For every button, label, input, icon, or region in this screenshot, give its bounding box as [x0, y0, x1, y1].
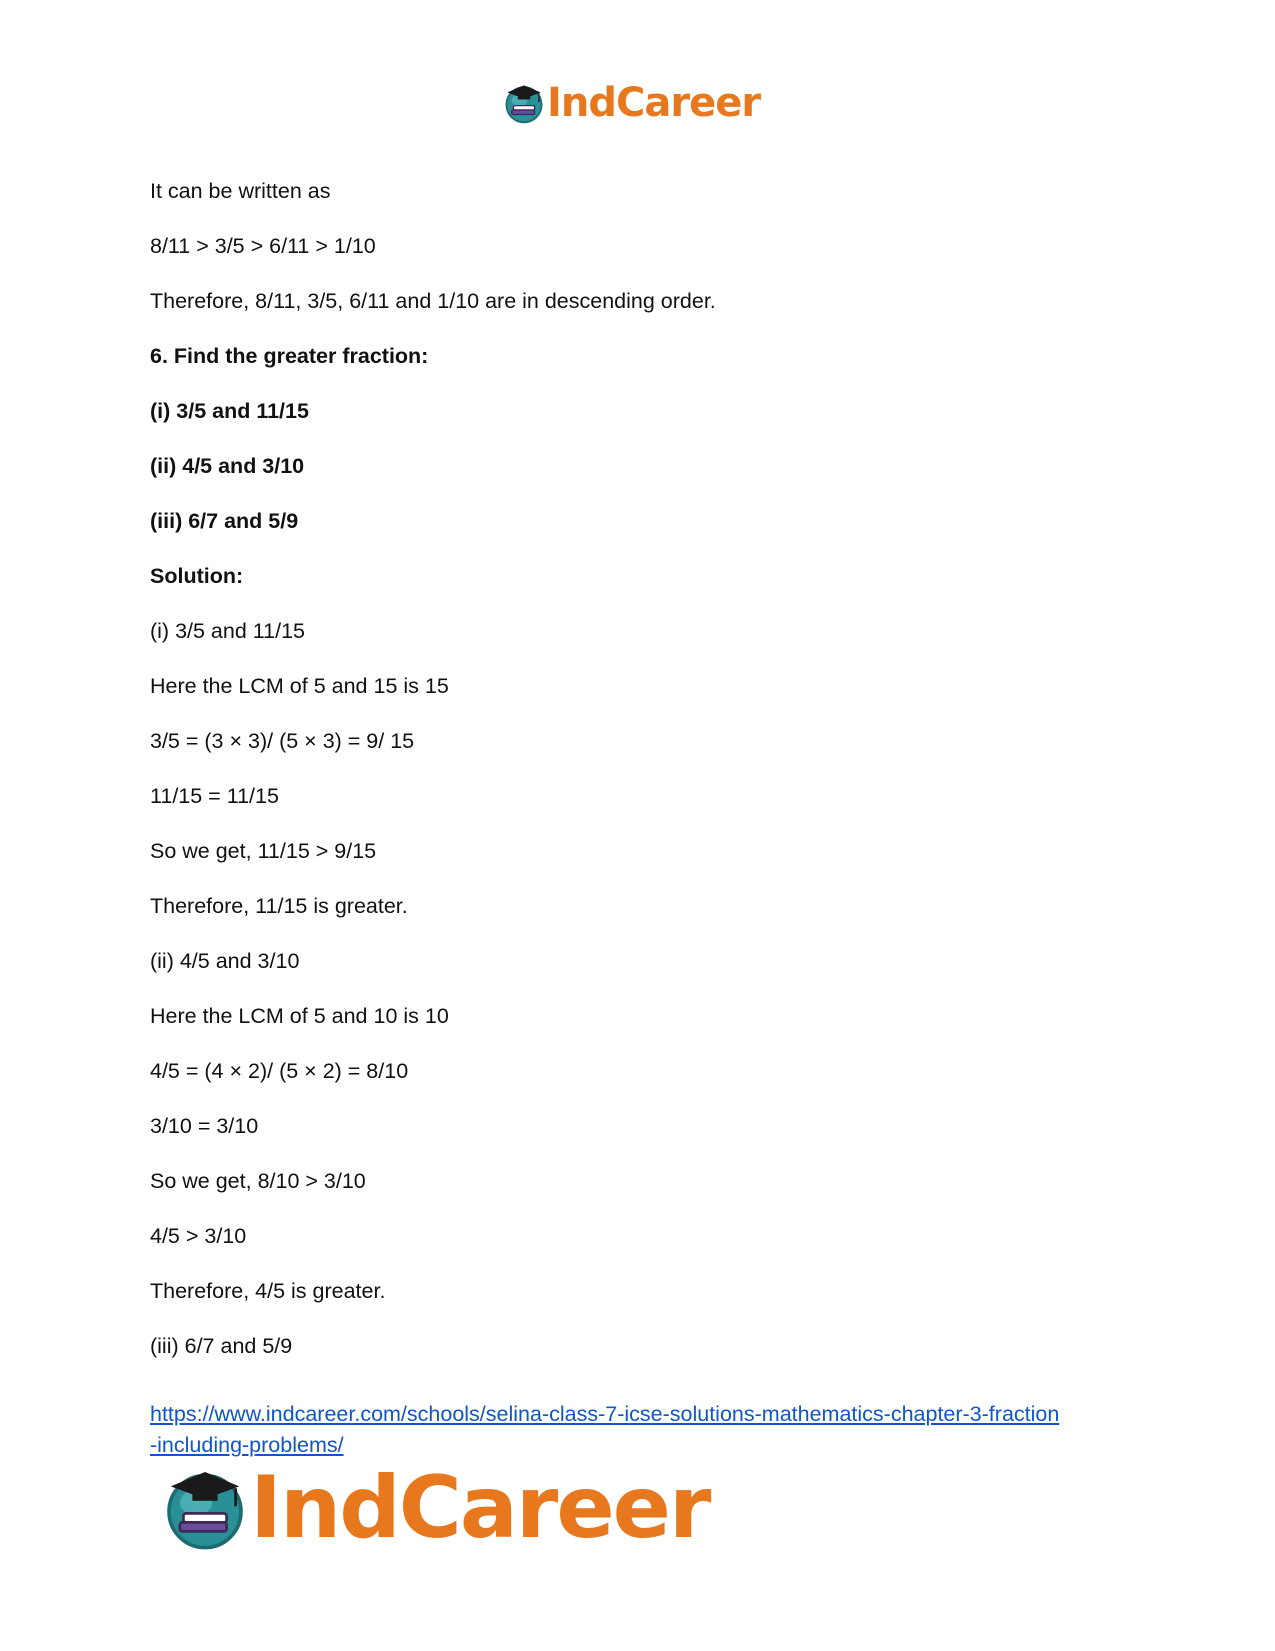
logo-wordmark: IndCareer [250, 1458, 710, 1558]
source-link-line-1[interactable]: https://www.indcareer.com/schools/selina-class-7-icse-solutions-mathematics-chapter-3-fraction [150, 1402, 1060, 1426]
heading-line: (ii) 4/5 and 3/10 [150, 454, 305, 478]
footer-logo [160, 1458, 710, 1558]
text-line: Here the LCM of 5 and 15 is 15 [150, 674, 449, 698]
text-line: It can be written as [150, 179, 331, 203]
text-line: 3/5 = (3 × 3)/ (5 × 3) = 9/ 15 [150, 729, 415, 753]
heading-line: (i) 3/5 and 11/15 [150, 399, 309, 423]
logo-wordmark: IndCareer [547, 80, 761, 126]
text-line: (iii) 6/7 and 5/9 [150, 1334, 293, 1358]
document-body [150, 178, 1130, 1388]
source-link[interactable] [150, 1399, 1130, 1461]
text-line: Here the LCM of 5 and 10 is 10 [150, 1004, 449, 1028]
text-line: 11/15 = 11/15 [150, 784, 279, 808]
text-line: Therefore, 11/15 is greater. [150, 894, 408, 918]
text-line: (i) 3/5 and 11/15 [150, 619, 305, 643]
header-logo [502, 80, 760, 126]
source-link-line-2[interactable]: -including-problems/ [150, 1433, 344, 1457]
text-line: So we get, 11/15 > 9/15 [150, 839, 377, 863]
text-line: So we get, 8/10 > 3/10 [150, 1169, 366, 1193]
heading-line: 6. Find the greater fraction: [150, 344, 429, 368]
text-line: 8/11 > 3/5 > 6/11 > 1/10 [150, 234, 376, 258]
text-line: Therefore, 8/11, 3/5, 6/11 and 1/10 are in descending order. [150, 289, 716, 313]
text-line: (ii) 4/5 and 3/10 [150, 949, 300, 973]
text-line: 4/5 > 3/10 [150, 1224, 247, 1248]
heading-line: Solution: [150, 564, 244, 588]
graduation-book-globe-icon [502, 81, 546, 125]
graduation-book-globe-icon [160, 1463, 250, 1553]
text-line: 4/5 = (4 × 2)/ (5 × 2) = 8/10 [150, 1059, 409, 1083]
text-line: Therefore, 4/5 is greater. [150, 1279, 386, 1303]
heading-line: (iii) 6/7 and 5/9 [150, 509, 299, 533]
text-line: 3/10 = 3/10 [150, 1114, 259, 1138]
